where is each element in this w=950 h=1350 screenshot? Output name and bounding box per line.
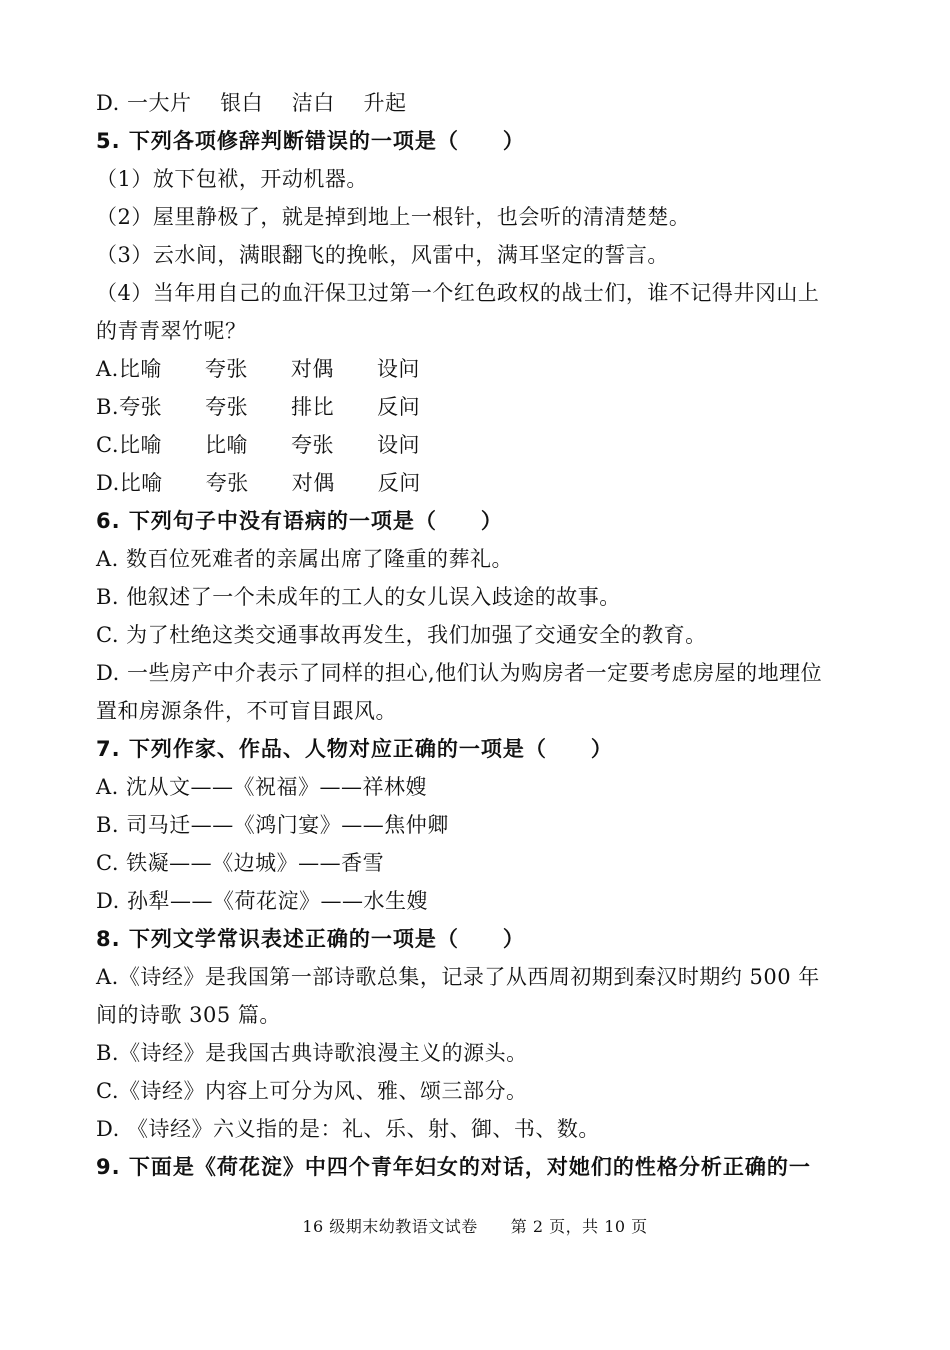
q5-option-d: D.比喻 夸张 对偶 反问	[96, 471, 421, 495]
q8-option-b: B.《诗经》是我国古典诗歌浪漫主义的源头。	[96, 1041, 528, 1065]
q4-option-d: D. 一大片 银白 洁白 升起	[96, 91, 407, 115]
q5-item: （3）云水间，满眼翻飞的挽帐，风雷中，满耳坚定的誓言。	[96, 243, 669, 267]
exam-page	[96, 84, 876, 1186]
q5-item: （2）屋里静极了，就是掉到地上一根针，也会听的清清楚楚。	[96, 205, 691, 229]
q7-stem: 7. 下列作家、作品、人物对应正确的一项是（ ）	[96, 737, 613, 761]
q9-stem: 9. 下面是《荷花淀》中四个青年妇女的对话，对她们的性格分析正确的一	[96, 1155, 811, 1179]
q7-option-a: A. 沈从文——《祝福》——祥林嫂	[96, 775, 428, 799]
page-footer: 16 级期末幼教语文试卷 第 2 页，共 10 页	[302, 1217, 648, 1236]
q5-item: 的青青翠竹呢？	[96, 319, 247, 343]
q8-option-c: C.《诗经》内容上可分为风、雅、颂三部分。	[96, 1079, 528, 1103]
q6-option-d-cont: 置和房源条件，不可盲目跟风。	[96, 699, 397, 723]
q6-option-d: D. 一些房产中介表示了同样的担心,他们认为购房者一定要考虑房屋的地理位	[96, 661, 823, 685]
q5-option-c: C.比喻 比喻 夸张 设问	[96, 433, 420, 457]
q7-option-d: D. 孙犁——《荷花淀》——水生嫂	[96, 889, 428, 913]
q5-item: （4）当年用自己的血汗保卫过第一个红色政权的战士们，谁不记得井冈山上	[96, 281, 820, 305]
q8-option-a-cont: 间的诗歌 305 篇。	[96, 1003, 281, 1027]
q7-option-b: B. 司马迁——《鸿门宴》——焦仲卿	[96, 813, 449, 837]
q6-option-c: C. 为了杜绝这类交通事故再发生，我们加强了交通安全的教育。	[96, 623, 707, 647]
q8-stem: 8. 下列文学常识表述正确的一项是（ ）	[96, 927, 525, 951]
q5-option-b: B.夸张 夸张 排比 反问	[96, 395, 421, 419]
q5-item: （1）放下包袱，开动机器。	[96, 167, 368, 191]
q5-option-a: A.比喻 夸张 对偶 设问	[96, 357, 420, 381]
q8-option-d: D. 《诗经》六义指的是：礼、乐、射、御、书、数。	[96, 1117, 600, 1141]
q8-option-a: A.《诗经》是我国第一部诗歌总集，记录了从西周初期到秦汉时期约 500 年	[96, 965, 820, 989]
q5-stem: 5. 下列各项修辞判断错误的一项是（ ）	[96, 129, 525, 153]
q6-stem: 6. 下列句子中没有语病的一项是（ ）	[96, 509, 503, 533]
q7-option-c: C. 铁凝——《边城》——香雪	[96, 851, 385, 875]
q6-option-b: B. 他叙述了一个未成年的工人的女儿误入歧途的故事。	[96, 585, 621, 609]
q6-option-a: A. 数百位死难者的亲属出席了隆重的葬礼。	[96, 547, 514, 571]
